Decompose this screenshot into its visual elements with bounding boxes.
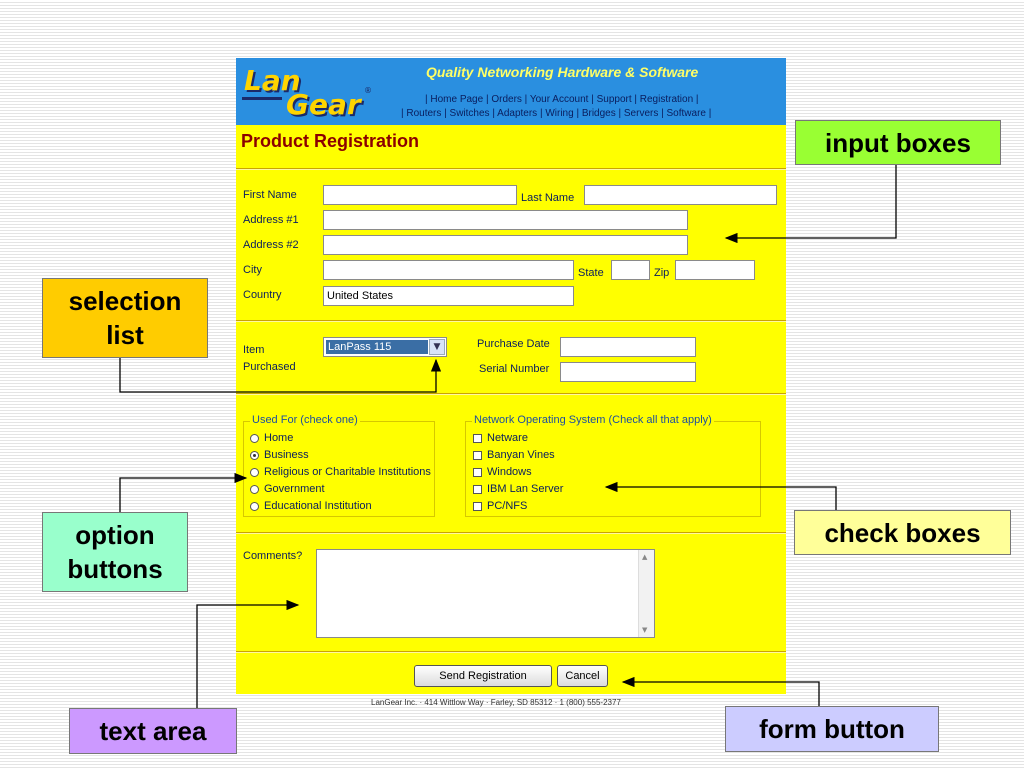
callout-check-boxes: check boxes <box>794 510 1011 555</box>
tagline: Quality Networking Hardware & Software <box>426 64 699 80</box>
callout-form-button: form button <box>725 706 939 752</box>
callout-input-boxes: input boxes <box>795 120 1001 165</box>
nos-option-label: Netware <box>487 432 528 444</box>
last-name-label: Last Name <box>521 192 575 204</box>
nos-option-label: Banyan Vines <box>487 449 555 461</box>
arrow-selection-list <box>120 358 436 392</box>
chevron-down-icon[interactable]: ▼ <box>429 339 445 355</box>
first-name-label: First Name <box>243 189 297 201</box>
zip-label: Zip <box>654 267 670 279</box>
nav-links-primary[interactable]: | Home Page | Orders | Your Account | Support | Registration | <box>425 94 699 105</box>
address2-label: Address #2 <box>243 239 299 251</box>
callout-option-line1: option <box>75 520 155 550</box>
callout-option-buttons <box>42 512 188 592</box>
callout-selection-line2: list <box>106 320 144 350</box>
nos-option-label: IBM Lan Server <box>487 483 564 495</box>
scroll-down-icon[interactable]: ▼ <box>642 626 648 634</box>
country-input[interactable]: United States <box>323 286 574 306</box>
callout-text-area: text area <box>69 708 237 754</box>
callout-selection-line1: selection <box>68 286 182 316</box>
purchase-date-label: Purchase Date <box>477 338 550 350</box>
callout-option-line2: buttons <box>67 554 163 584</box>
item-label-2: Purchased <box>243 361 296 373</box>
nav-links-products[interactable]: | Routers | Switches | Adapters | Wiring | Bridges | Servers | Software | <box>401 108 712 119</box>
logo-lan-text: Lan <box>244 64 301 97</box>
item-label: Item <box>243 344 265 356</box>
comments-label: Comments? <box>243 550 303 562</box>
logo-gear-text: Gear <box>286 88 361 121</box>
selected-item: LanPass 115 <box>326 340 428 354</box>
arrow-text-area <box>197 605 298 708</box>
used-for-option-label: Religious or Charitable Institutions <box>264 466 431 478</box>
cancel-button[interactable]: Cancel <box>557 665 608 687</box>
used-for-option-label: Government <box>264 483 325 495</box>
arrow-option-buttons <box>120 478 246 512</box>
send-registration-button[interactable]: Send Registration <box>414 665 552 687</box>
footer-address: LanGear Inc. · 414 Wittlow Way · Farley, SD 85312 · 1 (800) 555-2377 <box>371 698 621 707</box>
city-label: City <box>243 264 262 276</box>
address1-label: Address #1 <box>243 214 299 226</box>
arrow-input-boxes <box>726 165 896 238</box>
nos-option-label: Windows <box>487 466 532 478</box>
country-label: Country <box>243 289 282 301</box>
arrow-form-button <box>623 682 819 706</box>
arrow-check-boxes <box>606 487 836 510</box>
used-for-option-label: Business <box>264 449 309 461</box>
used-for-option-label: Home <box>264 432 294 444</box>
serial-number-label: Serial Number <box>479 363 550 375</box>
state-label: State <box>578 267 604 279</box>
nos-legend: Network Operating System (Check all that apply) <box>474 414 712 426</box>
used-for-option-label: Educational Institution <box>264 500 372 512</box>
registered-mark: ® <box>364 86 372 95</box>
callout-selection-list <box>42 278 208 358</box>
scroll-up-icon[interactable]: ▲ <box>642 553 648 561</box>
nos-option-label: PC/NFS <box>487 500 528 512</box>
used-for-legend: Used For (check one) <box>252 414 358 426</box>
page-title: Product Registration <box>241 131 420 151</box>
